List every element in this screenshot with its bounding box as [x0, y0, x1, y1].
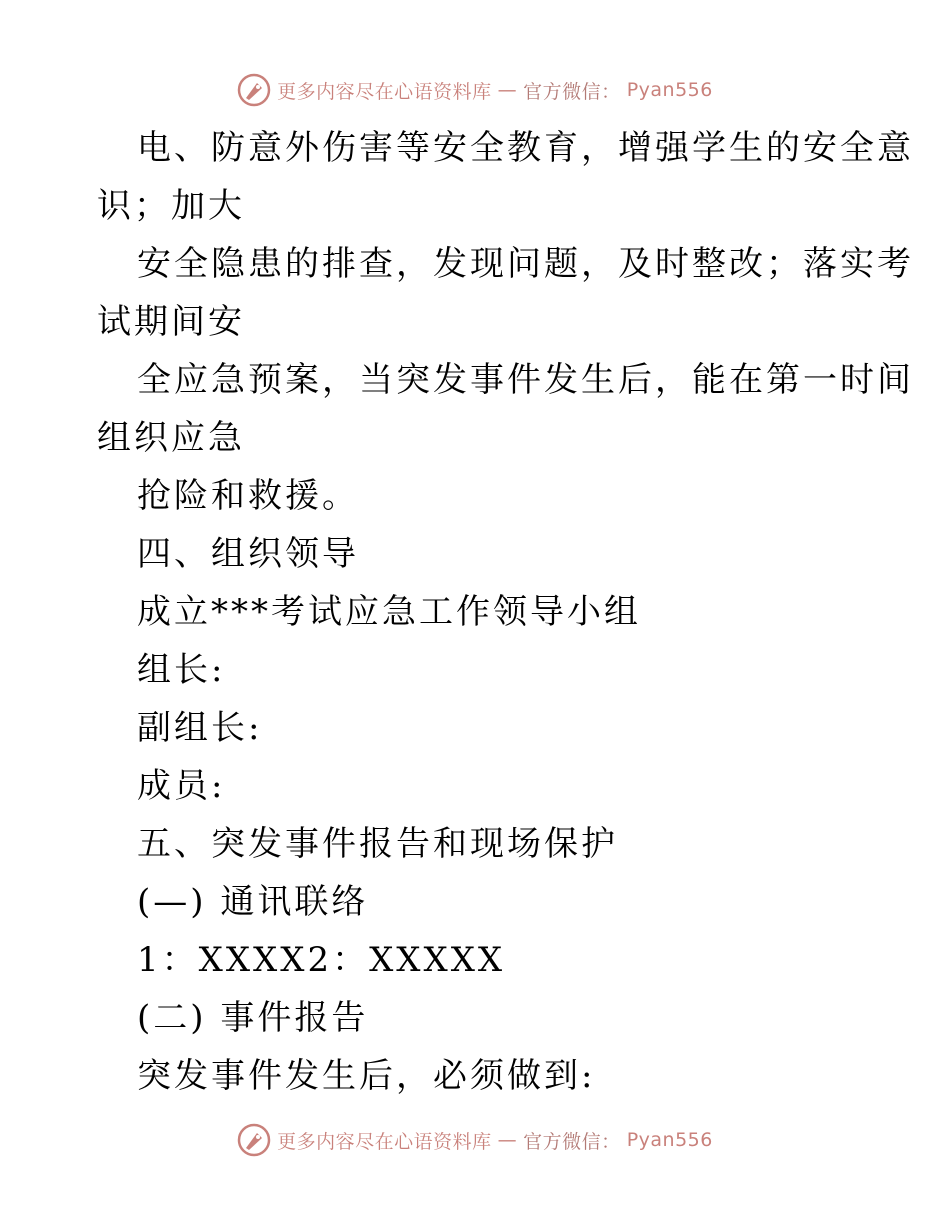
text-line: 1：XXXX2：XXXXX [137, 940, 506, 980]
text-line: 抢险和救援。 [137, 476, 359, 516]
text-line: 组长: [137, 650, 226, 690]
watermark-label: 官方微信： [523, 80, 621, 103]
footer-watermark [0, 1120, 950, 1160]
watermark-brand: 更多内容尽在心语资料库 [277, 1130, 492, 1153]
watermark-brand: 更多内容尽在心语资料库 [277, 80, 492, 103]
text-line: 试期间安 [97, 302, 245, 342]
text-line: 成员: [137, 766, 226, 806]
text-line: 识；加大 [97, 186, 245, 226]
text-line: 安全隐患的排查，发现问题，及时整改；落实考 [137, 244, 914, 284]
pen-nib-logo-icon [237, 1123, 271, 1157]
section-heading: 四、组织领导 [137, 534, 359, 574]
text-line: 电、防意外伤害等安全教育，增强学生的安全意 [137, 128, 914, 168]
watermark-id: Pyan556 [626, 1129, 713, 1151]
watermark-id: Pyan556 [626, 79, 713, 101]
pen-nib-logo-icon [237, 73, 271, 107]
subsection-heading: (二) 事件报告 [137, 998, 369, 1038]
section-heading: 五、突发事件报告和现场保护 [137, 824, 618, 864]
text-line: 突发事件发生后，必须做到: [137, 1056, 596, 1096]
subsection-heading: (—) 通讯联络 [137, 882, 369, 922]
header-watermark [0, 70, 950, 110]
watermark-separator: — [497, 1129, 518, 1151]
text-line: 副组长: [137, 708, 263, 748]
text-line: 组织应急 [97, 418, 245, 458]
watermark-separator: — [497, 79, 518, 101]
text-line: 全应急预案，当突发事件发生后，能在第一时间 [137, 360, 914, 400]
watermark-label: 官方微信： [523, 1130, 621, 1153]
text-line: 成立***考试应急工作领导小组 [137, 592, 641, 632]
